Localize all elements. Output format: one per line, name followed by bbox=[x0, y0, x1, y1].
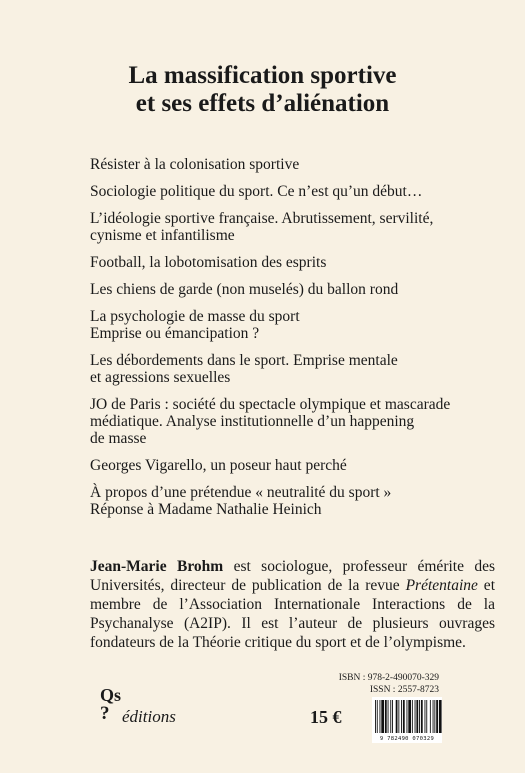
contents-line: L’idéologie sportive française. Abrutissement, servilité, bbox=[90, 210, 434, 227]
publisher-mark-symbol: ? bbox=[100, 703, 110, 724]
contents-line: Les chiens de garde (non muselés) du ballon rond bbox=[90, 281, 399, 298]
title-line-2: et ses effets d’aliénation bbox=[135, 90, 390, 117]
contents-item bbox=[90, 484, 490, 518]
contents-line: Football, la lobotomisation des esprits bbox=[90, 254, 327, 271]
journal-name: Prétentaine bbox=[405, 577, 478, 594]
publisher-logo bbox=[100, 687, 180, 737]
contents-item bbox=[90, 308, 490, 342]
publisher-wordmark: éditions bbox=[122, 707, 176, 726]
contents-item bbox=[90, 396, 490, 447]
publisher-mark bbox=[100, 687, 121, 723]
contents-line: À propos d’une prétendue « neutralité du sport » bbox=[90, 484, 392, 501]
contents-line: JO de Paris : société du spectacle olympique et mascarade bbox=[90, 396, 451, 413]
contents-item bbox=[90, 210, 490, 244]
contents-item bbox=[90, 352, 490, 386]
isbn-block bbox=[339, 672, 439, 696]
contents-item bbox=[90, 281, 490, 298]
contents-item bbox=[90, 156, 490, 173]
author-name: Jean-Marie Brohm bbox=[90, 558, 224, 575]
contents-line: La psychologie de masse du sport bbox=[90, 308, 300, 325]
contents-line: Les débordements dans le sport. Emprise mentale bbox=[90, 352, 398, 369]
contents-line: médiatique. Analyse institutionnelle d’un happening bbox=[90, 413, 415, 430]
contents-line: Sociologie politique du sport. Ce n’est qu’un début… bbox=[90, 183, 423, 200]
contents-line: Réponse à Madame Nathalie Heinich bbox=[90, 501, 322, 518]
price: 15 € bbox=[310, 707, 342, 727]
author-bio bbox=[90, 557, 495, 652]
contents-line: cynisme et infantilisme bbox=[90, 227, 235, 244]
barcode bbox=[372, 697, 442, 743]
contents-item bbox=[90, 183, 490, 200]
bio-text-2: et membre de l’Association Internationale Interactions de la Psychanalyse (A2IP). Il est l’auteur de plusieurs ouvrages fondateurs de la Théorie critique du sport et de l’olympisme. bbox=[90, 577, 495, 651]
contents-line: de masse bbox=[90, 430, 147, 447]
contents-line: Georges Vigarello, un poseur haut perché bbox=[90, 457, 347, 474]
isbn-number: ISBN : 978-2-490070-329 bbox=[338, 673, 439, 683]
bio-text-1: est sociologue, professeur émérite des Universités, directeur de publication de la revue bbox=[90, 558, 496, 594]
contents-item bbox=[90, 457, 490, 474]
book-title bbox=[0, 62, 525, 118]
barcode-digits: 9 782490 070329 bbox=[379, 736, 435, 742]
barcode-bars bbox=[372, 697, 442, 735]
contents-item bbox=[90, 254, 490, 271]
contents-line: et agressions sexuelles bbox=[90, 369, 231, 386]
title-line-1: La massification sportive bbox=[128, 62, 397, 89]
publisher-mark-letters: Qs bbox=[100, 685, 122, 705]
contents-line: Emprise ou émancipation ? bbox=[90, 325, 260, 342]
contents-line: Résister à la colonisation sportive bbox=[90, 156, 300, 173]
contents-list bbox=[90, 156, 490, 528]
issn-number: ISSN : 2557-8723 bbox=[369, 685, 439, 695]
